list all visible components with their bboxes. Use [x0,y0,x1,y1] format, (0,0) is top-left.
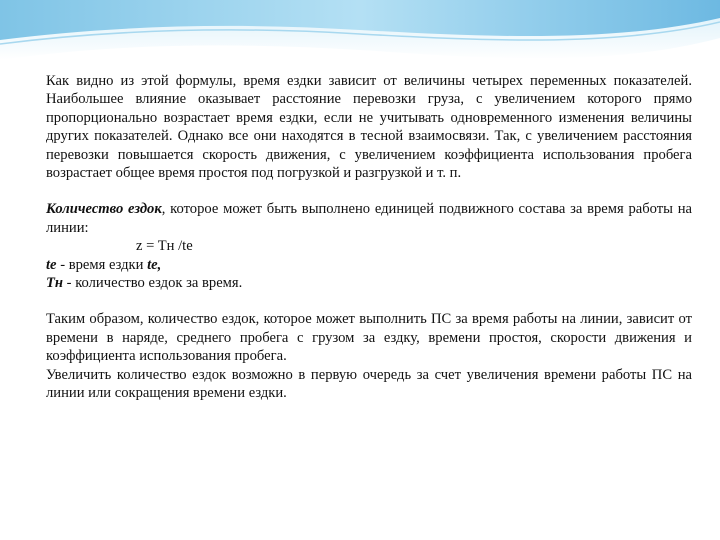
paragraph-intro: Как видно из этой формулы, время ездки зависит от величины четырех переменных показателей. Наибольшее влияние оказывает расстояние перевозки груза, с увеличением которого прямо пропорционально возрастает время ездки, если не учитывать одновременного изменения величины других показателей. Однако все они находятся в тесной взаимосвязи. Так, с увеличением расстояния перевозки повышается скорость движения, с увеличением коэффициента использования пробега возрастает общее время простоя под погрузкой и разгрузкой и т. п. [46,73,692,182]
paragraph-conclusion: Таким образом, количество ездок, которое может выполнить ПС за время работы на линии, зависит от времени в наряде, среднего пробега с грузом за ездку, времени простоя, скорости движения и коэффициента использования пробега. [46,311,692,365]
legend-te-symbol: te [46,256,57,273]
legend-tn [46,274,692,292]
definition-paragraph [46,200,692,237]
legend-tn-text: - количество ездок за время. [63,275,243,292]
definition-term: Количество ездок [46,201,162,218]
definition-text: , которое может быть выполнено единицей подвижного состава за время работы на линии: [46,201,692,236]
legend-te-text: - время ездки [56,256,148,273]
legend-tn-symbol: Tн [46,275,64,292]
formula: z = Tн /te [136,238,193,255]
legend-te-extra: te, [147,256,162,273]
legend-te [46,256,692,274]
slide-body [46,72,692,403]
paragraph-recommendation: Увеличить количество ездок возможно в первую очередь за счет увеличения времени работы ПС на линии или сокращения времени ездки. [46,366,692,402]
